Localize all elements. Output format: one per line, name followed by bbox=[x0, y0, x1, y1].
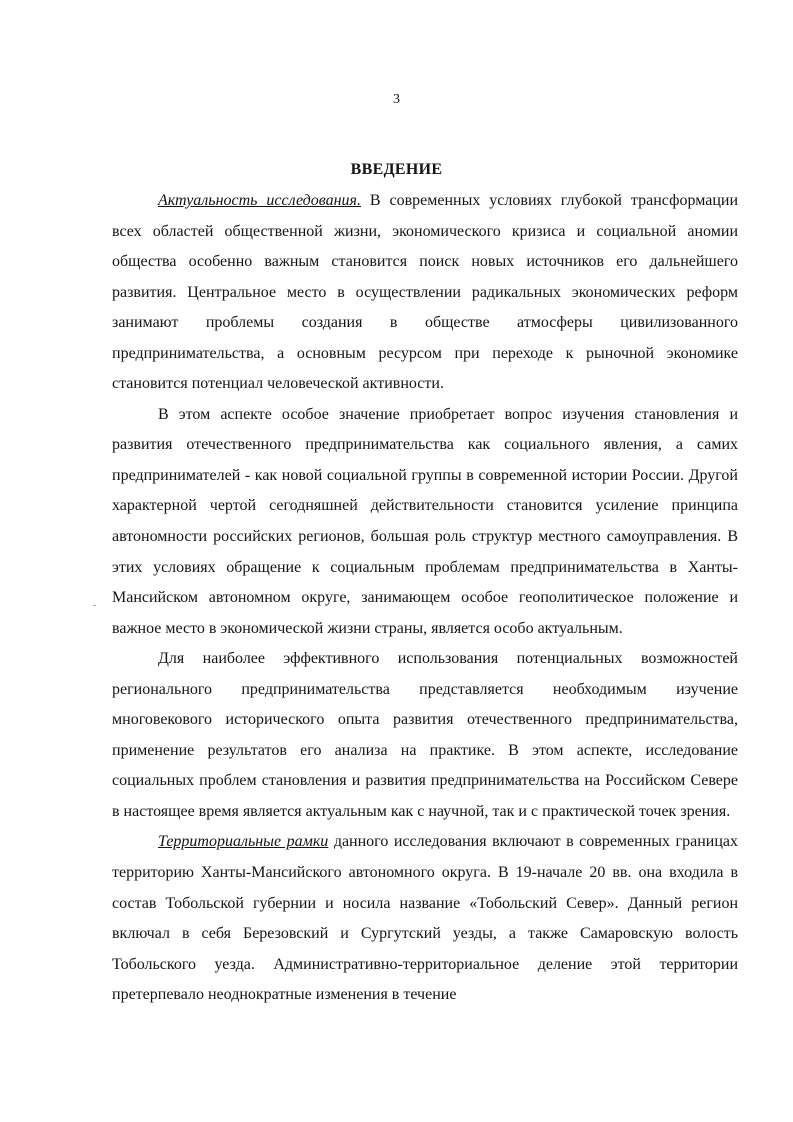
section-title: ВВЕДЕНИЕ bbox=[350, 161, 443, 178]
body-text bbox=[112, 186, 738, 1011]
page-number: 3 bbox=[393, 92, 400, 107]
scan-artifact bbox=[93, 605, 96, 606]
paragraph-text: Для наиболее эффективного использования потенциальных возможностей регионального предпринимательства представляется необходимым изучение многовекового исторического опыта развития отечественного предпринимательства, применение результатов его анализа на практике. В этом аспекте, исследование социальных проблем становления и развития предпринимательства на Российском Севере в настоящее время является актуальным как с научной, так и с практической точек зрения. bbox=[112, 650, 738, 820]
paragraph-regional-aspect bbox=[112, 400, 738, 644]
paragraph-territorial-scope bbox=[112, 827, 738, 1010]
paragraph-text: данного исследования включают в современных границах территорию Ханты-Мансийского автономного округа. В 19-начале 20 вв. она входила в состав Тобольской губернии и носила название «Тобольский Север». Данный регион включал в себя Березовский и Сургутский уезды, а также Самаровскую волость Тобольского уезда. Административно-территориальное деление этой территории претерпевало неоднократные изменения в течение bbox=[112, 833, 738, 1004]
paragraph-text: В современных условиях глубокой трансформации всех областей общественной жизни, экономического кризиса и социальной аномии общества особенно важным становится поиск новых источников его дальнейшего развития. Центральное место в осуществлении радикальных экономических реформ занимают проблемы создания в обществе атмосферы цивилизованного предпринимательства, а основным ресурсом при переходе к рыночной экономике становится потенциал человеческой активности. bbox=[112, 192, 739, 393]
paragraph-historical-experience bbox=[112, 644, 738, 827]
paragraph-text: В этом аспекте особое значение приобретает вопрос изучения становления и развития отечественного предпринимательства как социального явления, а самих предпринимателей - как новой социальной группы в современной истории России. Другой характерной чертой сегодняшней действительности становится усиление принципа автономности российских регионов, большая роль структур местного самоуправления. В этих условиях обращение к социальным проблемам предпринимательства в Ханты-Мансийском автономном округе, занимающем особое геополитическое положение и важное место в экономической жизни страны, является особо актуальным. bbox=[112, 405, 738, 637]
paragraph-lead-relevance: Актуальность исследования. bbox=[158, 192, 361, 209]
paragraph-lead-territorial-scope: Территориальные рамки bbox=[158, 833, 329, 851]
paragraph-relevance bbox=[112, 186, 738, 400]
